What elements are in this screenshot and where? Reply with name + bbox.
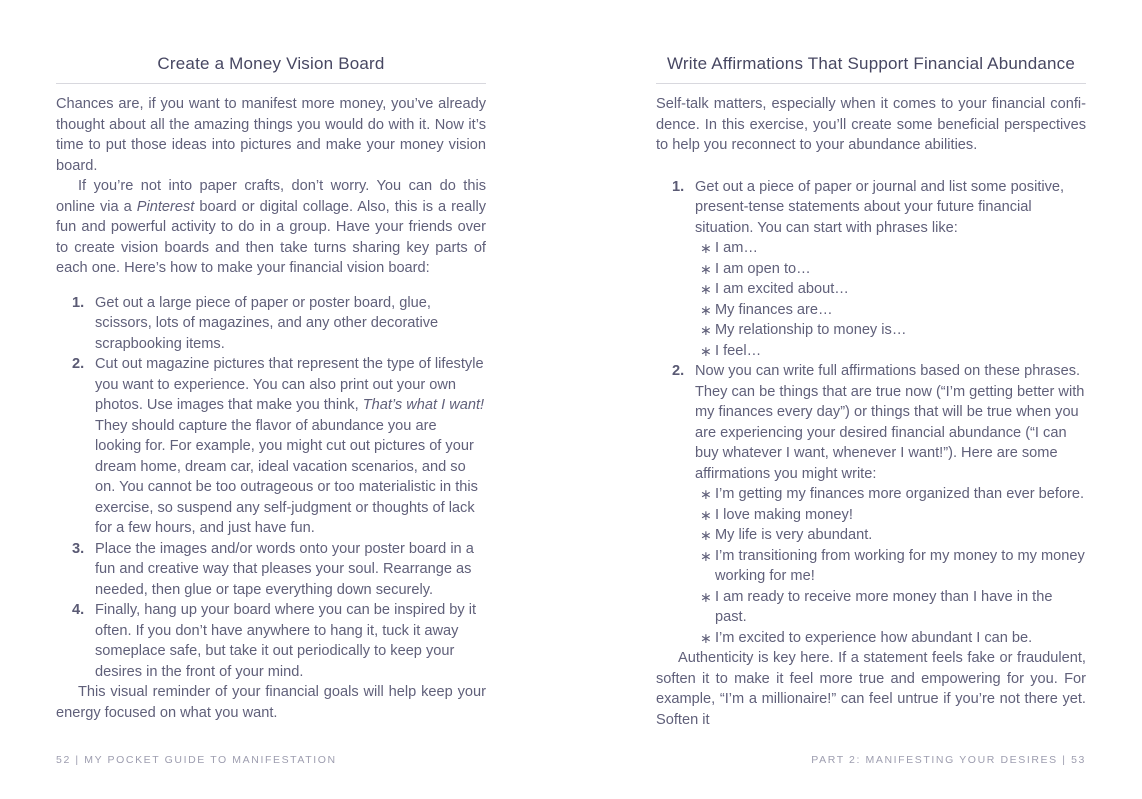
right-page	[656, 54, 1086, 799]
asterisk-bullet-icon: ∗	[700, 281, 712, 297]
list-item-text: Get out a piece of paper or journal and list some positive, present-tense statements about your future financial situation. You can start with phrases like:	[695, 178, 1065, 236]
bullet-text: I am ready to receive more money than I have in the past.	[715, 588, 1053, 625]
list-item-text-pre: Cut out magazine pictures that represent the type of lifestyle you want to experience. You can also print out your own photos. Use images that make you think,	[95, 356, 484, 413]
body-paragraph	[56, 176, 486, 279]
asterisk-bullet-icon: ∗	[700, 629, 712, 646]
list-item-text	[95, 356, 484, 536]
bullet-item	[656, 238, 1086, 259]
numbered-list	[56, 293, 486, 683]
bullet-item	[656, 300, 1086, 321]
asterisk-bullet-icon: ∗	[700, 301, 712, 318]
list-item-text: Now you can write full affirmations based on these phrases. They can be things that are true now (“I’m getting better with my finances every day”) or things that will be true when you are experiencing your desired financial abundance (“I can buy whatever I want, whenever I want!”). Here are some affirmations you might write:	[695, 363, 1085, 482]
list-item-text: Place the images and/or words onto your poster board in a fun and creative way that pleases your soul. Rearrange as needed, then glue or tape everything down securely.	[95, 540, 474, 598]
bullet-item	[656, 320, 1086, 341]
list-number: 2.	[72, 356, 85, 372]
bullet-text: I feel…	[715, 342, 762, 359]
bullet-text: My finances are…	[715, 301, 833, 318]
asterisk-bullet-icon: ∗	[700, 342, 712, 359]
list-item	[56, 354, 486, 539]
bullet-text: I’m excited to experience how abundant I can be.	[715, 629, 1033, 646]
italic-text: Pinterest	[136, 198, 195, 215]
list-number: 4.	[72, 602, 85, 618]
bullet-item	[656, 546, 1086, 587]
right-page-footer: PART 2: MANIFESTING YOUR DESIRES | 53	[811, 754, 1086, 766]
bullet-item	[656, 341, 1086, 362]
list-item	[56, 600, 486, 682]
list-item	[56, 293, 486, 355]
list-number: 1.	[72, 294, 85, 311]
list-item	[56, 539, 486, 601]
list-item-text: Finally, hang up your board where you can be inspired by it often. If you don’t have anywhere to hang it, tuck it away someplace safe, but take it out periodically to keep your desires in the front of your mind.	[95, 602, 477, 680]
bullet-item	[656, 505, 1086, 526]
intro-paragraph: Self-talk matters, especially when it comes to your financial confidence. In this exercise, you’ll create some beneficial perspectives to help you reconnect to your abundance abilities.	[656, 96, 1086, 153]
bullet-item	[656, 525, 1086, 546]
bullet-text: I am open to…	[715, 260, 811, 277]
bullet-text: My relationship to money is…	[715, 322, 907, 338]
asterisk-bullet-icon: ∗	[700, 547, 712, 564]
list-item	[656, 361, 1086, 484]
bullet-item	[656, 628, 1086, 649]
bullet-text: My life is very abundant.	[715, 527, 873, 543]
left-page	[56, 54, 486, 799]
bullet-item	[656, 587, 1086, 628]
page-title: Create a Money Vision Board	[56, 54, 486, 84]
bullet-item	[656, 484, 1086, 505]
asterisk-bullet-icon: ∗	[700, 506, 712, 523]
list-number: 2.	[672, 363, 685, 379]
left-page-footer: 52 | MY POCKET GUIDE TO MANIFESTATION	[56, 754, 337, 766]
asterisk-bullet-icon: ∗	[700, 527, 712, 543]
list-item	[656, 177, 1086, 239]
list-item-text-post: They should capture the flavor of abundance you are looking for. For example, you might cut out pictures of your dream home, dream car, ideal vacation scenarios, and so on. You cannot be too outrageous or too materialistic in this exercise, so suspend any self-judgment or thoughts of lack for a few hours, and just have fun.	[95, 417, 478, 536]
italic-text: That’s what I want!	[362, 397, 485, 413]
asterisk-bullet-icon: ∗	[700, 486, 712, 502]
bullet-text: I am…	[715, 240, 758, 256]
bullet-text: I’m getting my finances more organized than ever before.	[715, 486, 1085, 502]
bullet-text: I am excited about…	[715, 281, 849, 297]
asterisk-bullet-icon: ∗	[700, 322, 712, 338]
numbered-list	[656, 177, 1086, 649]
list-number: 3.	[72, 540, 85, 557]
intro-paragraph: Chances are, if you want to manifest more money, you’ve already thought about all the amazing things you would do with it. Now it’s time to put those ideas into pictures and make your money vision board.	[56, 96, 486, 174]
closing-paragraph: Authenticity is key here. If a statement feels fake or fraudulent, soften it to make it feel more true and empowering for you. For example, “I’m a millionaire!” can feel untrue if you’re not there yet. Soften it	[656, 650, 1086, 728]
asterisk-bullet-icon: ∗	[700, 588, 712, 605]
bullet-text: I love making money!	[715, 506, 853, 523]
bullet-item	[656, 279, 1086, 300]
closing-paragraph: This visual reminder of your financial goals will help keep your energy focused on what you want.	[56, 684, 486, 721]
asterisk-bullet-icon: ∗	[700, 240, 712, 256]
paragraph-text: board or digital collage. Also, this is a really fun and powerful activity to do in a group. Have your friends over to create vision boards and then take turns sharing key parts of each one. Here’s how to make your financial vision board:	[56, 198, 487, 276]
asterisk-bullet-icon: ∗	[700, 260, 712, 277]
list-number: 1.	[672, 178, 685, 195]
page-title: Write Affirmations That Support Financial Abundance	[656, 54, 1086, 84]
bullet-item	[656, 259, 1086, 280]
bullet-text: I’m transitioning from working for my money to my money working for me!	[715, 547, 1085, 584]
paragraph-text: If you’re not into paper crafts, don’t worry. You can do this online via a	[56, 178, 486, 215]
list-item-text: Get out a large piece of paper or poster board, glue, scissors, lots of magazines, and any other decorative scrapbooking items.	[95, 294, 439, 352]
